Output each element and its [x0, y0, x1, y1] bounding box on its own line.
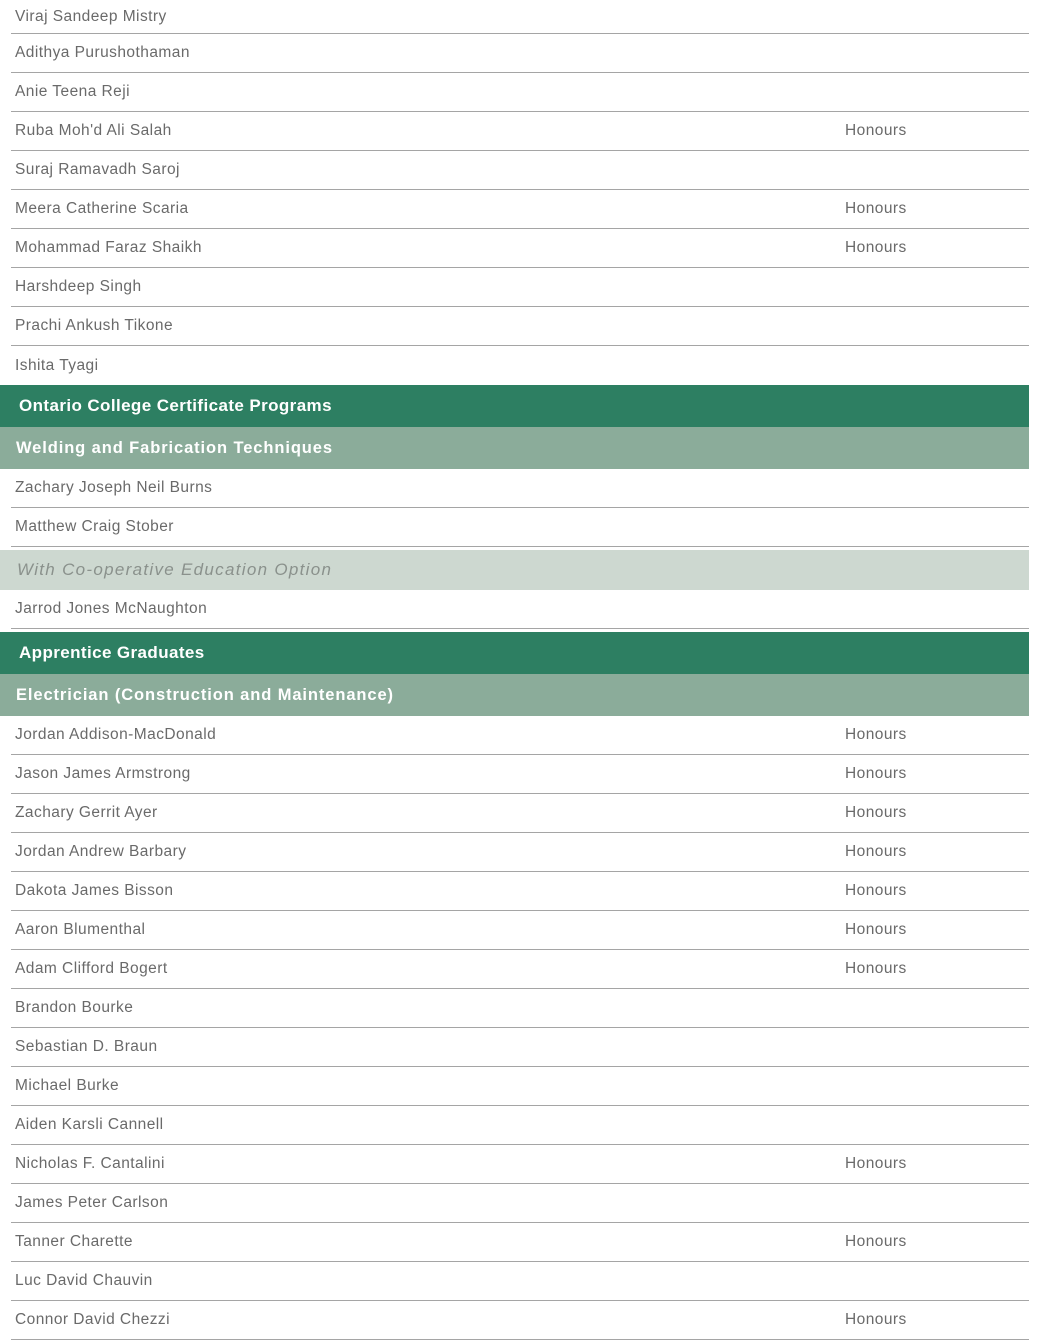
graduate-row [11, 73, 1029, 112]
graduate-name: Meera Catherine Scaria [15, 200, 189, 217]
graduate-row [11, 590, 1029, 629]
graduate-name: Aiden Karsli Cannell [15, 1116, 164, 1133]
graduate-name: Dakota James Bisson [15, 882, 174, 899]
graduate-row [11, 112, 1029, 151]
graduate-name: Sebastian D. Braun [15, 1038, 158, 1055]
program-section-header: Ontario College Certificate Programs [0, 385, 1029, 427]
graduate-name: Jason James Armstrong [15, 765, 191, 782]
graduate-row [11, 1067, 1029, 1106]
program-section-header: Apprentice Graduates [0, 632, 1029, 674]
honours-label: Honours [845, 200, 907, 217]
honours-label: Honours [845, 1311, 907, 1328]
graduate-row [11, 1028, 1029, 1067]
graduate-row [11, 346, 1029, 385]
honours-label: Honours [845, 921, 907, 938]
graduate-name: Prachi Ankush Tikone [15, 317, 174, 334]
graduate-row [11, 794, 1029, 833]
graduate-row [11, 307, 1029, 346]
graduate-row [11, 190, 1029, 229]
honours-label: Honours [845, 960, 907, 977]
honours-label: Honours [845, 882, 907, 899]
graduate-name: Nicholas F. Cantalini [15, 1155, 165, 1172]
graduate-row [11, 151, 1029, 190]
honours-label: Honours [845, 1233, 907, 1250]
graduate-row [11, 268, 1029, 307]
graduate-row [11, 950, 1029, 989]
program-subsection-header: Electrician (Construction and Maintenance) [0, 674, 1029, 716]
graduate-name: Harshdeep Singh [15, 278, 142, 295]
graduate-name: Brandon Bourke [15, 999, 134, 1016]
graduate-name: Mohammad Faraz Shaikh [15, 239, 202, 256]
graduate-name: Matthew Craig Stober [15, 518, 174, 535]
graduate-row [11, 508, 1029, 547]
graduate-row [11, 989, 1029, 1028]
graduate-row [11, 872, 1029, 911]
honours-label: Honours [845, 1155, 907, 1172]
honours-label: Honours [845, 843, 907, 860]
graduate-row [11, 0, 1029, 34]
graduate-row [11, 755, 1029, 794]
graduate-row [11, 1301, 1029, 1340]
graduate-row [11, 911, 1029, 950]
graduate-row [11, 1184, 1029, 1223]
graduate-name: Ruba Moh'd Ali Salah [15, 122, 172, 139]
graduate-row [11, 833, 1029, 872]
graduate-name: Zachary Gerrit Ayer [15, 804, 158, 821]
graduate-name: Anie Teena Reji [15, 83, 131, 100]
honours-label: Honours [845, 804, 907, 821]
graduate-name: Jarrod Jones McNaughton [15, 600, 208, 617]
graduate-name: Adithya Purushothaman [15, 44, 190, 61]
graduate-name: Suraj Ramavadh Saroj [15, 161, 180, 178]
graduate-name: Ishita Tyagi [15, 356, 99, 374]
honours-label: Honours [845, 122, 907, 139]
graduate-name: Tanner Charette [15, 1233, 133, 1250]
graduate-name: Luc David Chauvin [15, 1272, 153, 1289]
graduate-name: Aaron Blumenthal [15, 921, 146, 938]
graduate-row [11, 229, 1029, 268]
graduate-row [11, 1145, 1029, 1184]
graduate-row [11, 1262, 1029, 1301]
graduate-name: Zachary Joseph Neil Burns [15, 479, 213, 496]
coop-option-header: With Co-operative Education Option [0, 550, 1029, 590]
honours-label: Honours [845, 765, 907, 782]
honours-label: Honours [845, 239, 907, 256]
program-subsection-header: Welding and Fabrication Techniques [0, 427, 1029, 469]
graduate-name: Viraj Sandeep Mistry [15, 7, 167, 25]
graduate-name: Jordan Addison-MacDonald [15, 726, 217, 743]
graduate-name: Connor David Chezzi [15, 1311, 171, 1328]
graduate-name: Michael Burke [15, 1077, 120, 1094]
graduate-name: James Peter Carlson [15, 1194, 169, 1211]
graduate-row [11, 469, 1029, 508]
graduate-row [11, 34, 1029, 73]
honours-label: Honours [845, 726, 907, 743]
graduate-row [11, 716, 1029, 755]
graduate-name: Adam Clifford Bogert [15, 960, 168, 977]
graduate-name: Jordan Andrew Barbary [15, 843, 187, 860]
graduate-row [11, 1223, 1029, 1262]
graduate-row [11, 1106, 1029, 1145]
